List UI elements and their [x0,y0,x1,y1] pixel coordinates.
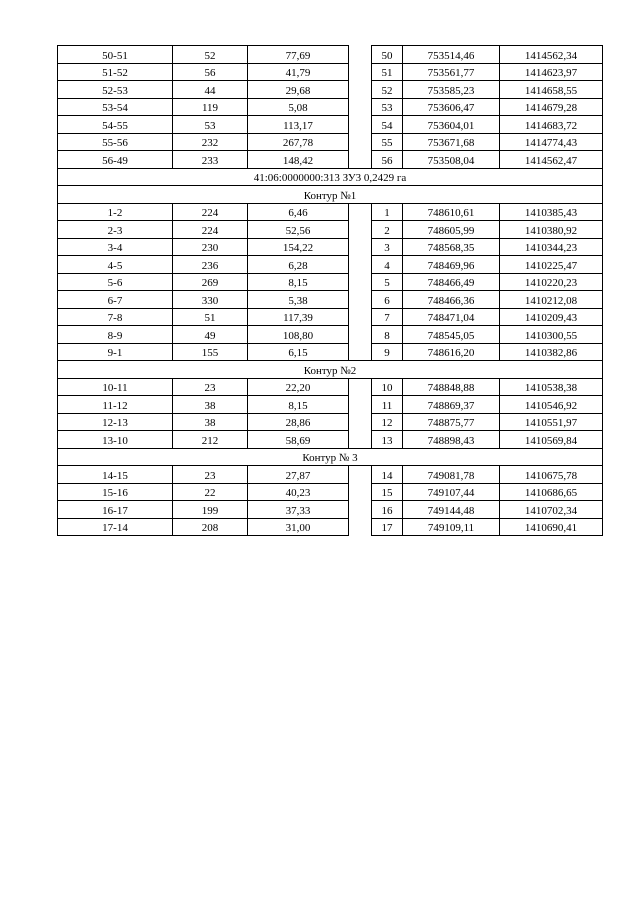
x-coordinate-cell: 748610,61 [403,203,500,221]
angle-cell: 44 [173,81,248,99]
angle-cell: 119 [173,98,248,116]
length-cell: 27,87 [248,466,349,484]
length-cell: 52,56 [248,221,349,239]
spacer-cell [349,203,372,221]
y-coordinate-cell: 1410385,43 [500,203,603,221]
x-coordinate-cell: 748545,05 [403,326,500,344]
point-number-cell: 14 [372,466,403,484]
length-cell: 6,46 [248,203,349,221]
y-coordinate-cell: 1410690,41 [500,518,603,536]
point-number-cell: 12 [372,413,403,431]
spacer-cell [349,98,372,116]
section-header-row [58,448,603,466]
x-coordinate-cell: 753561,77 [403,63,500,81]
angle-cell: 38 [173,413,248,431]
segment-cell: 50-51 [58,46,173,64]
spacer-cell [349,501,372,519]
x-coordinate-cell: 748869,37 [403,396,500,414]
spacer-cell [349,81,372,99]
y-coordinate-cell: 1414562,34 [500,46,603,64]
table-row [58,238,603,256]
angle-cell: 224 [173,203,248,221]
angle-cell: 269 [173,273,248,291]
segment-cell: 15-16 [58,483,173,501]
point-number-cell: 52 [372,81,403,99]
point-number-cell: 5 [372,273,403,291]
point-number-cell: 8 [372,326,403,344]
spacer-cell [349,413,372,431]
table-row [58,81,603,99]
angle-cell: 38 [173,396,248,414]
y-coordinate-cell: 1410220,23 [500,273,603,291]
y-coordinate-cell: 1410702,34 [500,501,603,519]
segment-cell: 8-9 [58,326,173,344]
table-row [58,501,603,519]
point-number-cell: 1 [372,203,403,221]
spacer-cell [349,518,372,536]
table-row [58,291,603,309]
angle-cell: 212 [173,431,248,449]
segment-cell: 52-53 [58,81,173,99]
point-number-cell: 11 [372,396,403,414]
coordinates-table-body [58,46,603,536]
point-number-cell: 9 [372,343,403,361]
segment-cell: 7-8 [58,308,173,326]
segment-cell: 3-4 [58,238,173,256]
x-coordinate-cell: 753585,23 [403,81,500,99]
spacer-cell [349,273,372,291]
length-cell: 154,22 [248,238,349,256]
length-cell: 37,33 [248,501,349,519]
x-coordinate-cell: 748466,49 [403,273,500,291]
x-coordinate-cell: 753604,01 [403,116,500,134]
y-coordinate-cell: 1414658,55 [500,81,603,99]
table-row [58,431,603,449]
length-cell: 58,69 [248,431,349,449]
y-coordinate-cell: 1410209,43 [500,308,603,326]
angle-cell: 233 [173,151,248,169]
x-coordinate-cell: 748466,36 [403,291,500,309]
segment-cell: 12-13 [58,413,173,431]
y-coordinate-cell: 1414679,28 [500,98,603,116]
table-row [58,203,603,221]
table-row [58,151,603,169]
segment-cell: 14-15 [58,466,173,484]
spacer-cell [349,46,372,64]
table-row [58,46,603,64]
table-row [58,378,603,396]
length-cell: 8,15 [248,273,349,291]
point-number-cell: 54 [372,116,403,134]
point-number-cell: 6 [372,291,403,309]
point-number-cell: 55 [372,133,403,151]
y-coordinate-cell: 1410569,84 [500,431,603,449]
y-coordinate-cell: 1410538,38 [500,378,603,396]
length-cell: 108,80 [248,326,349,344]
x-coordinate-cell: 748848,88 [403,378,500,396]
length-cell: 22,20 [248,378,349,396]
spacer-cell [349,116,372,134]
point-number-cell: 4 [372,256,403,274]
point-number-cell: 56 [372,151,403,169]
spacer-cell [349,151,372,169]
x-coordinate-cell: 748875,77 [403,413,500,431]
y-coordinate-cell: 1410551,97 [500,413,603,431]
table-row [58,98,603,116]
coordinates-table [57,45,603,536]
point-number-cell: 10 [372,378,403,396]
segment-cell: 10-11 [58,378,173,396]
section-header-row [58,186,603,204]
segment-cell: 4-5 [58,256,173,274]
y-coordinate-cell: 1414683,72 [500,116,603,134]
x-coordinate-cell: 749144,48 [403,501,500,519]
y-coordinate-cell: 1410380,92 [500,221,603,239]
segment-cell: 55-56 [58,133,173,151]
x-coordinate-cell: 749107,44 [403,483,500,501]
spacer-cell [349,326,372,344]
length-cell: 28,86 [248,413,349,431]
spacer-cell [349,378,372,396]
spacer-cell [349,256,372,274]
section-header: Контур №2 [58,361,603,379]
y-coordinate-cell: 1414774,43 [500,133,603,151]
point-number-cell: 7 [372,308,403,326]
segment-cell: 16-17 [58,501,173,519]
segment-cell: 51-52 [58,63,173,81]
spacer-cell [349,431,372,449]
x-coordinate-cell: 753508,04 [403,151,500,169]
x-coordinate-cell: 748568,35 [403,238,500,256]
segment-cell: 1-2 [58,203,173,221]
angle-cell: 232 [173,133,248,151]
angle-cell: 208 [173,518,248,536]
table-row [58,343,603,361]
section-header: Контур № 3 [58,448,603,466]
x-coordinate-cell: 749081,78 [403,466,500,484]
spacer-cell [349,238,372,256]
segment-cell: 2-3 [58,221,173,239]
length-cell: 5,38 [248,291,349,309]
spacer-cell [349,291,372,309]
point-number-cell: 13 [372,431,403,449]
point-number-cell: 53 [372,98,403,116]
length-cell: 6,28 [248,256,349,274]
table-row [58,133,603,151]
y-coordinate-cell: 1410300,55 [500,326,603,344]
length-cell: 5,08 [248,98,349,116]
length-cell: 31,00 [248,518,349,536]
x-coordinate-cell: 748616,20 [403,343,500,361]
segment-cell: 54-55 [58,116,173,134]
y-coordinate-cell: 1414562,47 [500,151,603,169]
table-row [58,116,603,134]
x-coordinate-cell: 753671,68 [403,133,500,151]
length-cell: 77,69 [248,46,349,64]
spacer-cell [349,221,372,239]
table-row [58,221,603,239]
table-row [58,466,603,484]
table-row [58,483,603,501]
y-coordinate-cell: 1414623,97 [500,63,603,81]
y-coordinate-cell: 1410686,65 [500,483,603,501]
length-cell: 117,39 [248,308,349,326]
y-coordinate-cell: 1410382,86 [500,343,603,361]
x-coordinate-cell: 753514,46 [403,46,500,64]
spacer-cell [349,63,372,81]
length-cell: 40,23 [248,483,349,501]
table-row [58,308,603,326]
table-row [58,256,603,274]
point-number-cell: 2 [372,221,403,239]
point-number-cell: 3 [372,238,403,256]
length-cell: 113,17 [248,116,349,134]
spacer-cell [349,133,372,151]
segment-cell: 53-54 [58,98,173,116]
spacer-cell [349,483,372,501]
y-coordinate-cell: 1410212,08 [500,291,603,309]
point-number-cell: 16 [372,501,403,519]
angle-cell: 53 [173,116,248,134]
angle-cell: 155 [173,343,248,361]
point-number-cell: 51 [372,63,403,81]
length-cell: 29,68 [248,81,349,99]
table-row [58,273,603,291]
table-row [58,326,603,344]
table-row [58,518,603,536]
angle-cell: 230 [173,238,248,256]
angle-cell: 49 [173,326,248,344]
angle-cell: 199 [173,501,248,519]
angle-cell: 22 [173,483,248,501]
table-row [58,396,603,414]
point-number-cell: 15 [372,483,403,501]
angle-cell: 56 [173,63,248,81]
y-coordinate-cell: 1410546,92 [500,396,603,414]
section-header: Контур №1 [58,186,603,204]
segment-cell: 11-12 [58,396,173,414]
spacer-cell [349,343,372,361]
length-cell: 6,15 [248,343,349,361]
segment-cell: 9-1 [58,343,173,361]
segment-cell: 5-6 [58,273,173,291]
x-coordinate-cell: 749109,11 [403,518,500,536]
spacer-cell [349,396,372,414]
section-header-row [58,361,603,379]
spacer-cell [349,308,372,326]
length-cell: 41,79 [248,63,349,81]
x-coordinate-cell: 748605,99 [403,221,500,239]
section-header-row [58,168,603,186]
x-coordinate-cell: 748471,04 [403,308,500,326]
angle-cell: 330 [173,291,248,309]
x-coordinate-cell: 753606,47 [403,98,500,116]
x-coordinate-cell: 748469,96 [403,256,500,274]
segment-cell: 13-10 [58,431,173,449]
length-cell: 267,78 [248,133,349,151]
spacer-cell [349,466,372,484]
angle-cell: 51 [173,308,248,326]
angle-cell: 23 [173,378,248,396]
segment-cell: 17-14 [58,518,173,536]
angle-cell: 224 [173,221,248,239]
length-cell: 8,15 [248,396,349,414]
table-row [58,63,603,81]
angle-cell: 23 [173,466,248,484]
angle-cell: 52 [173,46,248,64]
y-coordinate-cell: 1410344,23 [500,238,603,256]
length-cell: 148,42 [248,151,349,169]
angle-cell: 236 [173,256,248,274]
y-coordinate-cell: 1410675,78 [500,466,603,484]
y-coordinate-cell: 1410225,47 [500,256,603,274]
segment-cell: 6-7 [58,291,173,309]
section-header: 41:06:0000000:313 ЗУ3 0,2429 га [58,168,603,186]
table-row [58,413,603,431]
point-number-cell: 50 [372,46,403,64]
segment-cell: 56-49 [58,151,173,169]
point-number-cell: 17 [372,518,403,536]
x-coordinate-cell: 748898,43 [403,431,500,449]
